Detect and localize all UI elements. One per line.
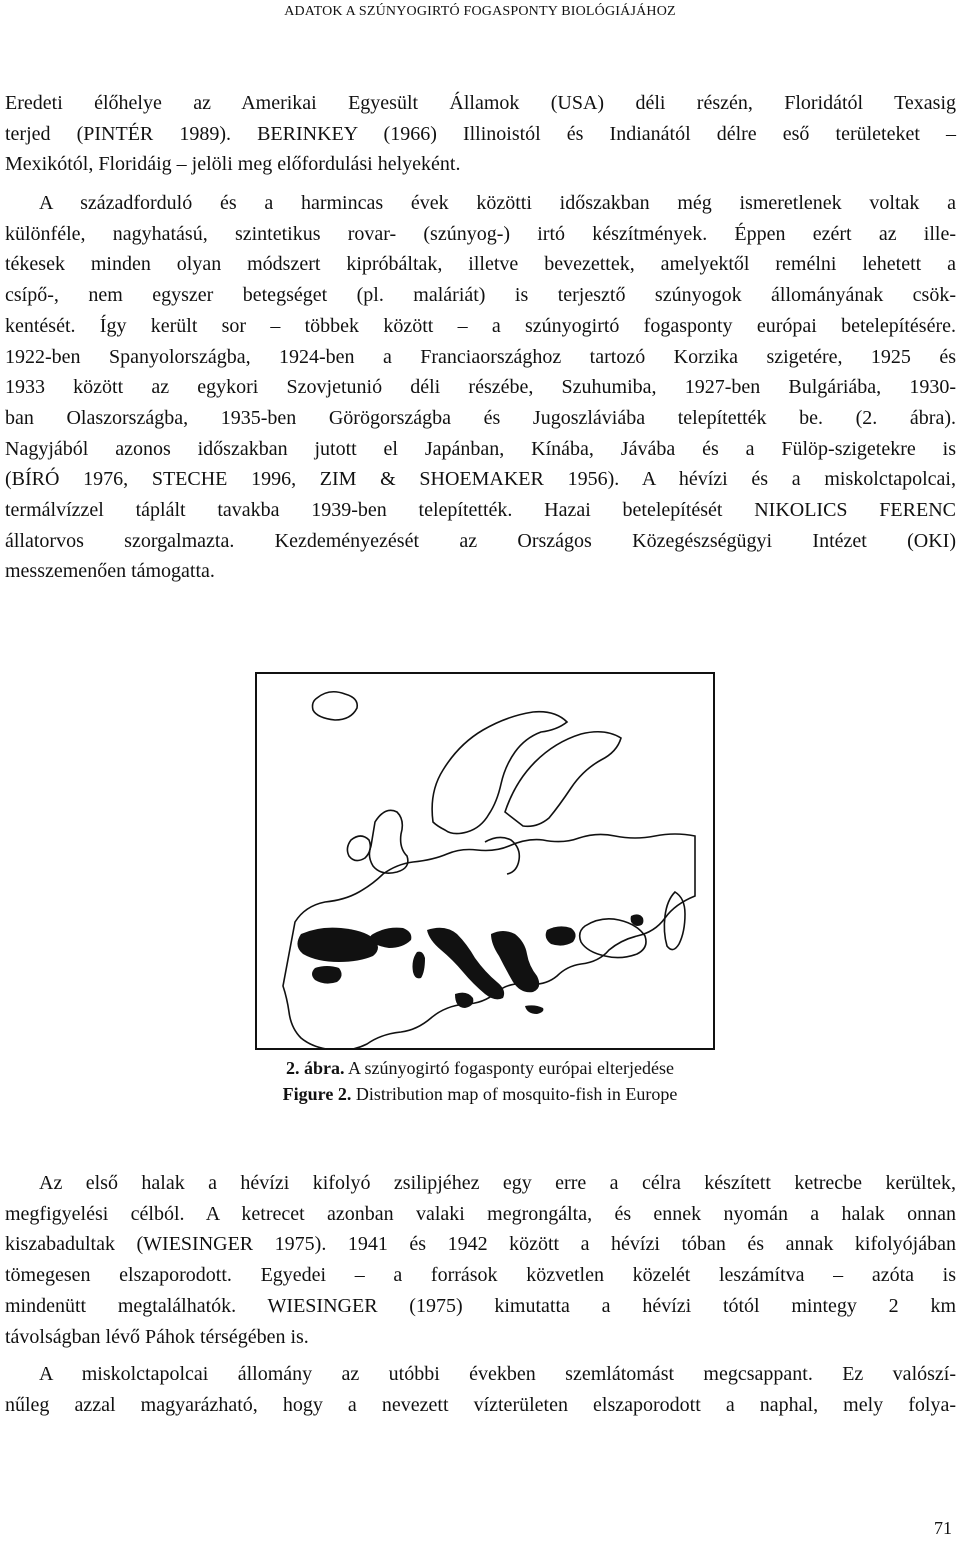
- text-line: A miskolctapolcai állomány az utóbbi években szemlátomást megcsappant. Ez valószí-: [39, 1363, 956, 1385]
- figure-label-hu: 2. ábra.: [286, 1058, 345, 1078]
- text-line: Eredeti élőhelye az Amerikai Egyesült Államok (USA) déli részén, Floridától Texasig: [5, 92, 956, 114]
- text-line: messzemenően támogatta.: [5, 560, 215, 583]
- text-line: kiszabadultak (WIESINGER 1975). 1941 és 1942 között a hévízi tóban és annak kifolyójában: [5, 1233, 956, 1256]
- text-line: mindenütt megtalálhatók. WIESINGER (1975) kimutatta a hévízi tótól mintegy 2 km: [5, 1294, 956, 1317]
- text-line: (BÍRÓ 1976, STECHE 1996, ZIM & SHOEMAKER 1956). A hévízi és a miskolctapolcai,: [5, 468, 956, 491]
- figure-caption-en: [0, 1084, 960, 1105]
- distribution-map: [255, 672, 715, 1050]
- text-line: Az első halak a hévízi kifolyó zsilipjéhez egy erre a célra készített ketrecbe kerültek,: [39, 1172, 956, 1194]
- paragraph-introduction-history: [5, 188, 956, 587]
- figure-europe-map: [255, 672, 715, 1050]
- text-line: különféle, nagyhatású, szintetikus rovar- (szúnyog-) irtó készítmények. Éppen ezért az ille-: [5, 222, 956, 245]
- text-line: Mexikótól, Floridáig – jelöli meg előfordulási helyeként.: [5, 153, 461, 176]
- figure-caption-en-text: Distribution map of mosquito-fish in Europe: [351, 1084, 678, 1104]
- text-line: állatorvos szorgalmazta. Kezdeményezését az Országos Közegészségügyi Intézet (OKI): [5, 529, 956, 552]
- figure-caption-hu: [0, 1058, 960, 1079]
- text-line: megfigyelési célból. A ketrecet azonban valaki megrongálta, és ennek nyomán a halak onnan: [5, 1202, 956, 1225]
- paragraph-origin: [5, 88, 956, 180]
- figure-label-en: Figure 2.: [282, 1084, 352, 1104]
- text-line: Nagyjából azonos időszakban jutott el Japánban, Kínába, Jávába és a Fülöp-szigetekre is: [5, 437, 956, 460]
- running-head: ADATOK A SZÚNYOGIRTÓ FOGASPONTY BIOLÓGIÁJÁHOZ: [284, 4, 676, 19]
- text-line: A századforduló és a harmincas évek közötti időszakban még ismeretlenek voltak a: [39, 192, 956, 214]
- text-line: távolságban lévő Páhok térségében is.: [5, 1325, 309, 1348]
- paragraph-miskolctapolca: [5, 1359, 956, 1420]
- text-line: ban Olaszországba, 1935-ben Görögországba és Jugoszláviába telepítették be. (2. ábra).: [5, 406, 956, 429]
- text-line: csípő-, nem egyszer betegséget (pl. maláriát) is terjesztő szúnyogok állományának csök-: [5, 284, 956, 307]
- page-number: 71: [934, 1518, 952, 1538]
- text-line: termálvízzel táplált tavakba 1939-ben telepítették. Hazai betelepítését NIKOLICS FERENC: [5, 499, 956, 522]
- text-line: nűleg azzal magyarázható, hogy a nevezett vízterületen elszaporodott a naphal, mely folya-: [5, 1393, 956, 1416]
- text-line: 1933 között az egykori Szovjetunió déli részébe, Szuhumiba, 1927-ben Bulgáriába, 1930-: [5, 376, 956, 399]
- text-line: terjed (PINTÉR 1989). BERINKEY (1966) Illinoistól és Indianától délre eső területeket –: [5, 122, 956, 145]
- paragraph-heviz-release: [5, 1168, 956, 1352]
- text-line: kentését. Így került sor – többek között – a szúnyogirtó fogasponty európai betelepítésére.: [5, 314, 956, 337]
- text-line: tékesek minden olyan módszert kipróbáltak, illetve bevezettek, amelyektől remélni lehetett a: [5, 253, 956, 276]
- text-line: tömegesen elszaporodott. Egyedei – a források közvetlen közelét leszámítva – azóta is: [5, 1264, 956, 1287]
- figure-caption-hu-text: A szúnyogirtó fogasponty európai elterjedése: [344, 1058, 674, 1078]
- text-line: 1922-ben Spanyolországba, 1924-ben a Franciaországhoz tartozó Korzika szigetére, 1925 és: [5, 345, 956, 368]
